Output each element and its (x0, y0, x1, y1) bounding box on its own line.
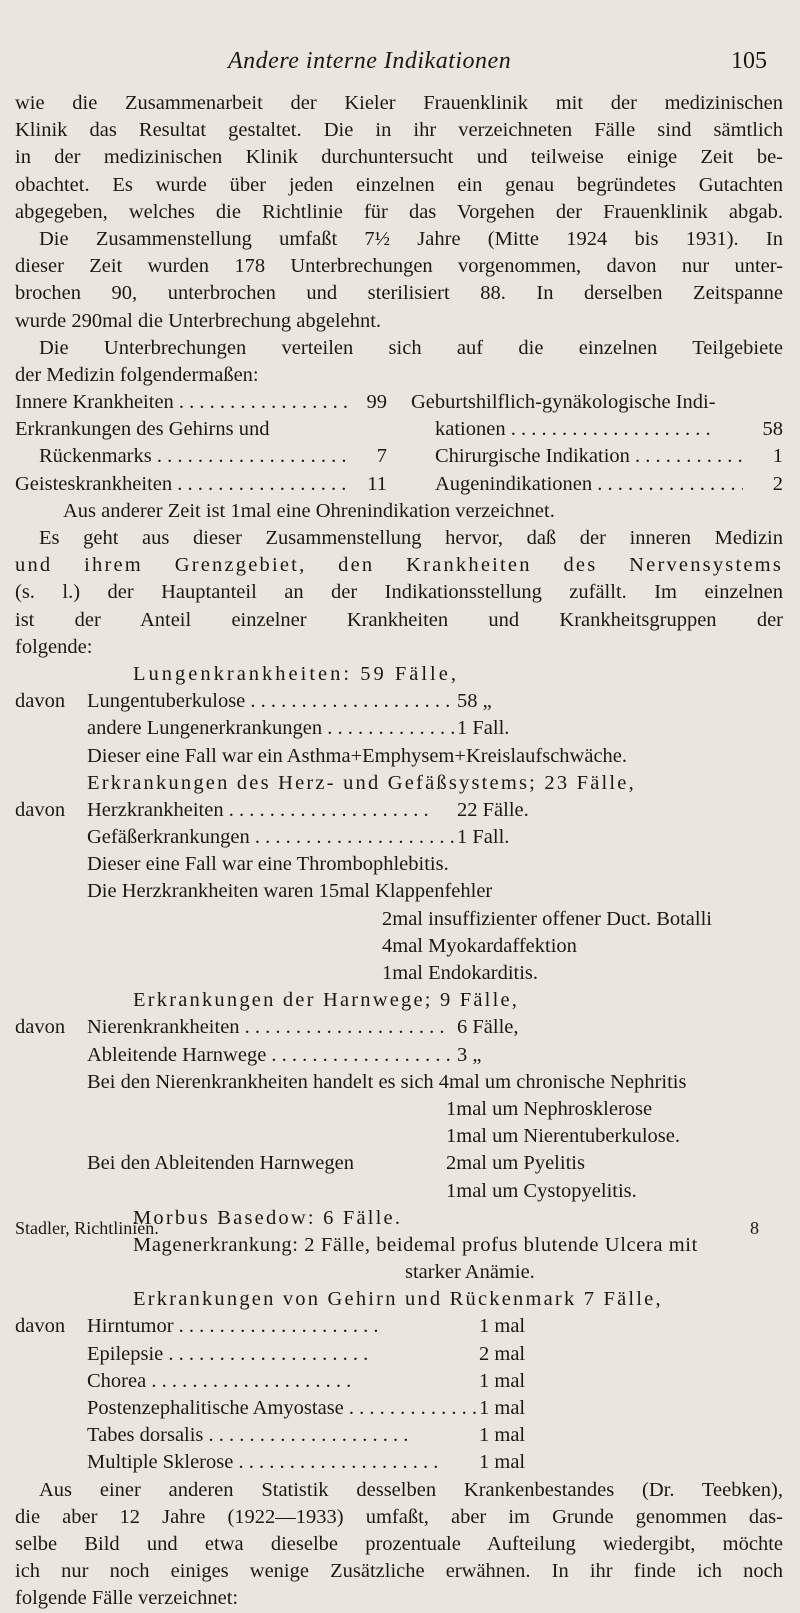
case-row (15, 1014, 783, 1041)
detail-intro: Bei den Ableitenden Harnwegen (87, 1152, 354, 1175)
row-label: Ableitende Harnwege . . . (87, 1042, 457, 1069)
running-header: Andere interne Indikationen (228, 48, 512, 74)
text-line: Die Zusammenstellung umfaßt 7½ Jahre (Mitte 1924 bis 1931). In (39, 227, 783, 250)
row-label: Chorea . . . (87, 1368, 479, 1395)
page-number: 105 (731, 48, 767, 74)
indication-label: Geisteskrankheiten . . . (15, 471, 347, 498)
footer-signature: Stadler, Richtlinien. (15, 1218, 159, 1238)
text-line: obachtet. Es wurde über jeden einzelnen ein genau begründetes Gutachten (15, 173, 783, 196)
row-label: Gefäßerkrankungen . . . (87, 824, 457, 851)
text-line: folgende: (15, 635, 93, 658)
page-footer (15, 1218, 783, 1239)
case-row (15, 1313, 783, 1340)
row-prefix: davon (15, 690, 66, 713)
text-line: die aber 12 Jahre (1922—1933) umfaßt, aber im Grunde genommen das- (15, 1505, 783, 1528)
section-heading: Morbus Basedow: 6 Fälle. (133, 1206, 403, 1229)
text-line: Aus einer anderen Statistik desselben Krankenbestandes (Dr. Teebken), (39, 1478, 783, 1501)
indication-count: 58 (762, 418, 783, 441)
indication-row (15, 389, 783, 416)
text-line: der Medizin folgendermaßen: (15, 363, 259, 386)
indication-label: kationen . . . (411, 416, 743, 443)
indication-count: 99 (366, 391, 387, 414)
indication-row (15, 443, 783, 470)
text-line: ist der Anteil einzelner Krankheiten und Krankheitsgruppen der (15, 608, 783, 631)
text-line: wurde 290mal die Unterbrechung abgelehnt. (15, 309, 382, 332)
section-heading: Lungenkrankheiten: 59 Fälle, (133, 662, 459, 685)
detail-line: 1mal um Nephrosklerose (446, 1097, 653, 1120)
indication-label: Innere Krankheiten . . . (15, 389, 347, 416)
indication-count: 1 (772, 445, 783, 468)
section-note: Dieser eine Fall war ein Asthma+Emphysem+Kreislaufschwäche. (87, 744, 628, 767)
text-line: folgende Fälle verzeichnet: (15, 1587, 239, 1610)
page-body (15, 90, 783, 1613)
table-note: Aus anderer Zeit ist 1mal eine Ohrenindikation verzeichnet. (63, 499, 555, 522)
row-prefix: davon (15, 1016, 66, 1039)
indication-count (743, 389, 783, 416)
indication-count: 7 (376, 445, 387, 468)
case-row (15, 1341, 783, 1368)
case-row (15, 797, 783, 824)
row-label: andere Lungenerkrankungen . . . (87, 715, 457, 742)
section-heading: Erkrankungen von Gehirn und Rückenmark 7 Fälle, (133, 1288, 663, 1311)
row-value: 1 Fall. (457, 717, 510, 740)
section-note: Dieser eine Fall war eine Thrombophlebitis. (87, 853, 449, 876)
row-label: Nierenkrankheiten . . . (87, 1014, 457, 1041)
text-line: ich nur noch einiges wenige Zusätzliche erwähnen. In ihr finde ich noch (15, 1560, 783, 1583)
row-label: Postenzephalitische Amyostase . . . (87, 1395, 479, 1422)
text-line: Es geht aus dieser Zusammenstellung hervor, daß der inneren Medizin (39, 527, 783, 549)
indication-count: 2 (772, 472, 783, 495)
detail-row (15, 1150, 783, 1177)
indication-label: Augenindikationen . . . (411, 471, 743, 498)
detail-line: 2mal um Pyelitis (446, 1152, 585, 1175)
case-row (15, 1042, 783, 1069)
text-line: (s. l.) der Hauptanteil an der Indikationsstellung zufällt. Im einzelnen (15, 581, 783, 604)
case-row (15, 1368, 783, 1395)
row-value: 1 mal (479, 1424, 526, 1447)
row-label: Herzkrankheiten . . . (87, 797, 457, 824)
row-prefix: davon (15, 798, 66, 821)
row-value: 6 Fälle, (457, 1016, 519, 1039)
text-line: Klinik das Resultat gestaltet. Die in ihr verzeichneten Fälle sind sämtlich (15, 119, 783, 142)
case-row (15, 715, 783, 742)
text-line: in der medizinischen Klinik durchuntersucht und teilweise einige Zeit be- (15, 146, 783, 169)
text-line: brochen 90, unterbrochen und sterilisiert 88. In derselben Zeitspanne (15, 282, 783, 305)
detail-line: 1mal Endokarditis. (382, 962, 539, 984)
detail-line: 1mal um Cystopyelitis. (446, 1179, 637, 1202)
detail-line: 4mal Myokardaffektion (382, 934, 577, 957)
text-line: wie die Zusammenarbeit der Kieler Frauenklinik mit der medizinischen (15, 92, 783, 114)
indication-row (15, 471, 783, 498)
indication-label: Chirurgische Indikation . . . (411, 443, 743, 470)
row-value: 1 Fall. (457, 826, 510, 849)
case-row (15, 1449, 783, 1476)
case-row (15, 1422, 783, 1449)
indication-count: 11 (367, 472, 387, 495)
detail-line: 2mal insuffizienter offener Duct. Botalli (382, 907, 712, 930)
indication-count (347, 416, 387, 443)
row-value: 1 mal (479, 1369, 526, 1392)
detail-intro: Bei den Nierenkrankheiten handelt es sich 4mal um chronische Nephritis (87, 1070, 687, 1093)
text-line: selbe Bild und etwa dieselbe prozentuale Aufteilung wiedergibt, möchte (15, 1532, 783, 1555)
row-label: Epilepsie . . . (87, 1341, 479, 1368)
case-row (15, 1395, 783, 1422)
section-heading: Erkrankungen der Harnwege; 9 Fälle, (133, 989, 520, 1012)
detail-line: starker Anämie. (405, 1261, 535, 1284)
text-line: dieser Zeit wurden 178 Unterbrechungen vorgenommen, davon nur unter- (15, 255, 783, 278)
case-row (15, 824, 783, 851)
case-row (15, 688, 783, 715)
row-label: Multiple Sklerose . . . (87, 1449, 479, 1476)
text-line: Die Unterbrechungen verteilen sich auf die einzelnen Teilgebiete (39, 336, 783, 359)
row-value: 58 „ (457, 690, 492, 713)
row-prefix: davon (15, 1315, 66, 1338)
detail-intro: Die Herzkrankheiten waren 15mal Klappenfehler (87, 880, 493, 903)
row-value: 3 „ (457, 1043, 482, 1066)
detail-line: 1mal um Nierentuberkulose. (446, 1125, 680, 1148)
sheet-number: 8 (750, 1218, 759, 1238)
row-label: Hirntumor . . . (87, 1313, 479, 1340)
row-value: 22 Fälle. (457, 798, 529, 821)
row-value: 1 mal (479, 1451, 526, 1474)
row-value: 2 mal (479, 1342, 526, 1365)
row-value: 1 mal (479, 1315, 526, 1338)
indication-row (15, 416, 783, 443)
section-heading: Magenerkrankung: 2 Fälle, beidemal profus blutende Ulcera mit (133, 1233, 698, 1256)
section-heading: Erkrankungen des Herz- und Gefäßsystems; 23 Fälle, (87, 771, 636, 794)
text-line: abgegeben, welches die Richtlinie für das Vorgehen der Frauenklinik abgab. (15, 200, 783, 223)
text-line: und ihrem Grenzgebiet, den Krankheiten des Nervensystems (15, 554, 783, 577)
row-value: 1 mal (479, 1397, 526, 1419)
indication-label: Geburtshilflich-gynäkologische Indi- (411, 391, 716, 414)
row-label: Lungentuberkulose . . . (87, 688, 457, 715)
indication-label: Erkrankungen des Gehirns und (15, 418, 270, 441)
row-label: Tabes dorsalis . . . (87, 1422, 479, 1449)
indication-label: Rückenmarks . . . (15, 443, 347, 470)
